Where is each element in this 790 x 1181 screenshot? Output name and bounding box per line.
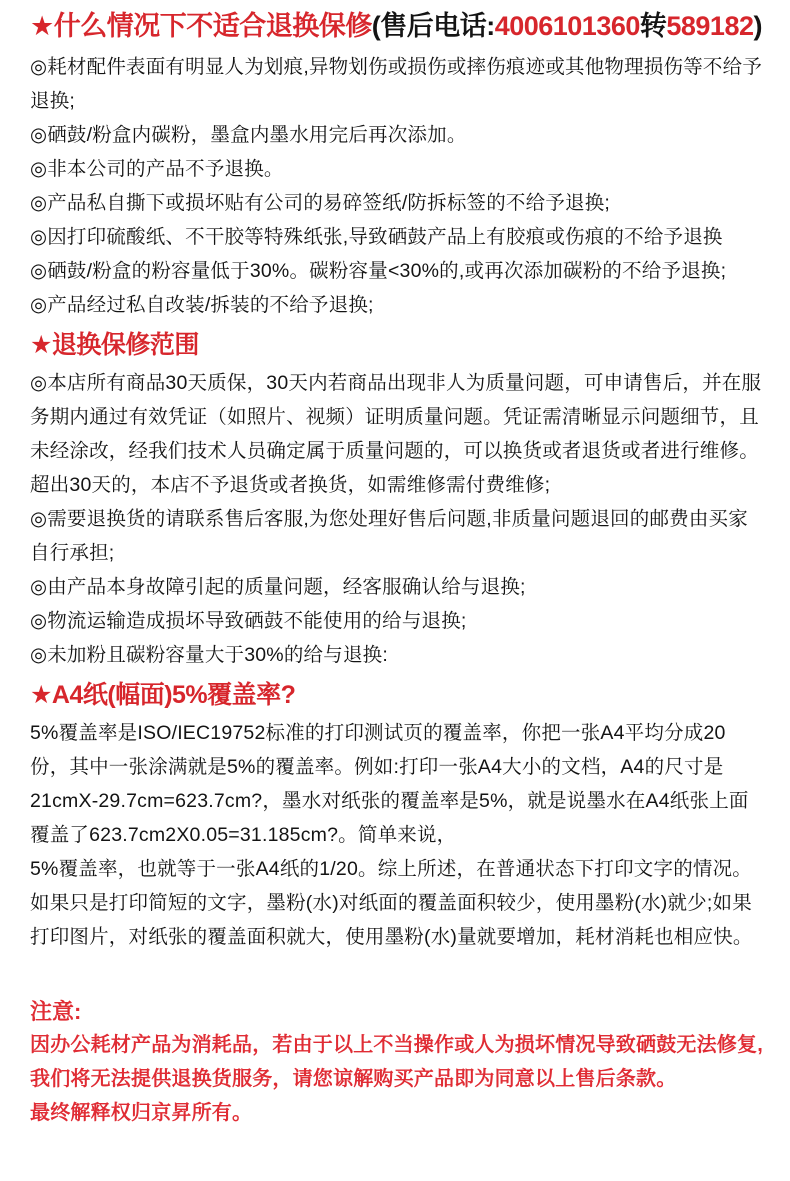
- notice-heading: 注意:: [30, 999, 82, 1024]
- not-eligible-item-2: ◎硒鼓/粉盒内碳粉，墨盒内墨水用完后再次添加。: [30, 124, 467, 146]
- phone-number: 4006101360: [494, 11, 640, 41]
- not-eligible-item-3: ◎非本公司的产品不予退换。: [30, 158, 284, 180]
- not-eligible-item-4: ◎产品私自撕下或损坏贴有公司的易碎签纸/防拆标签的不给予退换;: [30, 192, 611, 214]
- title-paren-close: ): [753, 11, 762, 41]
- phone-extension: 589182: [666, 11, 754, 41]
- warranty-item-3: ◎由产品本身故障引起的质量问题，经客服确认给与退换;: [30, 576, 526, 598]
- not-eligible-item-5: ◎因打印硫酸纸、不干胶等特殊纸张,导致硒鼓产品上有胶痕或伤痕的不给予退换: [30, 226, 723, 248]
- warranty-item-1: ◎本店所有商品30天质保，30天内若商品出现非人为质量问题，可申请售后，并在服务期内通过有效凭证（如照片、视频）证明质量问题。凭证需清晰显示问题细节，且未经涂改，经我们技术人员确定属于质量问题的，可以换货或者退货或者进行维修。超出30天的，本店不予退货或者换货，如需维修需付费维修;: [30, 372, 762, 496]
- coverage-heading: ★A4纸(幅面)5%覆盖率?: [30, 681, 296, 709]
- notice-paragraph-1: 因办公耗材产品为消耗品，若由于以上不当操作或人为损坏情况导致硒鼓无法修复,我们将无法提供退换货服务，请您谅解购买产品即为同意以上售后条款。: [30, 1034, 763, 1090]
- page-title: [30, 8, 764, 45]
- not-eligible-item-6: ◎硒鼓/粉盒的粉容量低于30%。碳粉容量<30%的,或再次添加碳粉的不给予退换;: [30, 260, 727, 282]
- warranty-scope-heading: ★退换保修范围: [30, 331, 199, 359]
- not-eligible-item-1: ◎耗材配件表面有明显人为划痕,异物划伤或损伤或摔伤痕迹或其他物理损伤等不给予退换;: [30, 56, 763, 112]
- warranty-item-4: ◎物流运输造成损坏导致硒鼓不能使用的给与退换;: [30, 610, 467, 632]
- notice-paragraph-2: 最终解释权归京昇所有。: [30, 1102, 253, 1124]
- title-not-eligible-text: ★什么情况下不适合退换保修: [30, 11, 372, 41]
- coverage-paragraph-2: 5%覆盖率，也就等于一张A4纸的1/20。综上所述，在普通状态下打印文字的情况。如果只是打印简短的文字，墨粉(水)对纸面的覆盖面积较少，使用墨粉(水)就少;如果打印图片，对纸张的覆盖面积就大，使用墨粉(水)量就要增加，耗材消耗也相应快。: [30, 858, 753, 948]
- phone-connector: 转: [639, 11, 667, 41]
- not-eligible-item-7: ◎产品经过私自改装/拆装的不给予退换;: [30, 294, 374, 316]
- warranty-item-2: ◎需要退换货的请联系售后客服,为您处理好售后问题,非质量问题退回的邮费由买家自行承担;: [30, 508, 748, 564]
- warranty-item-5: ◎未加粉且碳粉容量大于30%的给与退换:: [30, 644, 388, 666]
- coverage-paragraph-1: 5%覆盖率是ISO/IEC19752标准的打印测试页的覆盖率，你把一张A4平均分成20份，其中一张涂满就是5%的覆盖率。例如:打印一张A4大小的文档，A4的尺寸是21cmX-29.7cm=623.7cm?，墨水对纸张的覆盖率是5%，就是说墨水在A4纸张上面覆盖了623.7cm2X0.05=31.185cm?。简单来说，: [30, 722, 749, 846]
- title-phone-label: (售后电话:: [371, 11, 495, 41]
